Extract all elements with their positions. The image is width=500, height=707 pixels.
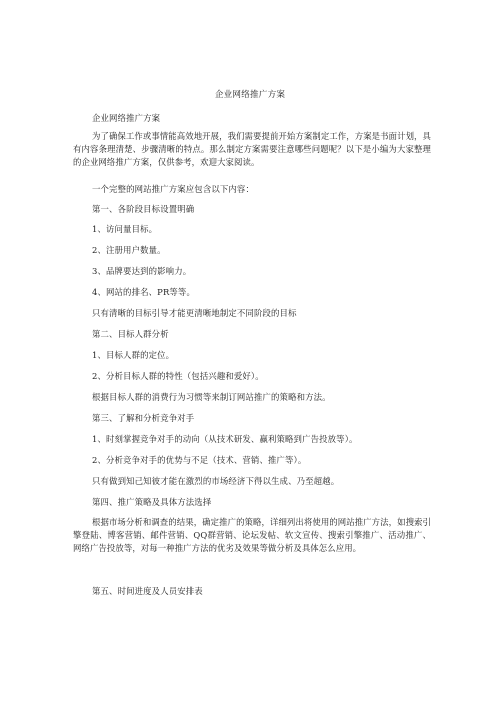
section3-note: 只有做到知己知彼才能在激烈的市场经济下得以生成、乃至超越。 [92, 476, 340, 486]
section5-heading: 第五、时间进度及人员安排表 [92, 586, 203, 596]
section3-item-2: 2、分析竞争对手的优势与不足（技术、营销、推广等）。 [92, 455, 307, 465]
section2-heading: 第二、目标人群分析 [92, 329, 169, 339]
section4-heading: 第四、推广策略及具体方法选择 [92, 497, 212, 507]
section3-heading: 第三、了解和分析竞争对手 [92, 413, 195, 423]
intro-paragraph: 为了确保工作或事情能高效地开展，我们需要提前开始方案制定工作，方案是书面计划，具有内容条理清楚、步骤清晰的特点。那么制定方案需要注意哪些问题呢？以下是小编为大家整理的企业网络推广方案，仅供参考，欢迎大家阅读。 [73, 131, 431, 168]
section3-item-1: 1、时刻掌握竞争对手的动向（从技术研发、赢利策略到广告投放等）。 [92, 434, 358, 444]
section1-item-2: 2、注册用户数量。 [92, 245, 166, 255]
section4-body: 根据市场分析和调查的结果，确定推广的策略，详细列出将使用的网站推广方法，如搜索引擎登陆、博客营销、邮件营销、QQ群营销、论坛发帖、软文宣传、搜索引擎推广、活动推广、网络广告投放等，对每一种推广方法的优劣及效果等做分析及具体怎么应用。 [73, 517, 431, 554]
section2-item-1: 1、目标人群的定位。 [92, 350, 175, 360]
section1-item-4: 4、网站的排名、PR等等。 [92, 287, 195, 297]
section2-note: 根据目标人群的消费行为习惯等来制订网站推广的策略和方法。 [92, 392, 331, 402]
section1-item-1: 1、访问量目标。 [92, 224, 158, 234]
section-subtitle: 企业网络推广方案 [92, 113, 161, 123]
lead-line: 一个完整的网站推广方案应包含以下内容： [92, 184, 254, 194]
section1-heading: 第一、各阶段目标设置明确 [92, 204, 195, 214]
document-title: 企业网络推广方案 [214, 90, 286, 100]
section1-item-3: 3、品牌要达到的影响力。 [92, 266, 192, 276]
section1-note: 只有清晰的目标引导才能更清晰地制定不同阶段的目标 [92, 308, 297, 318]
section2-item-2: 2、分析目标人群的特性（包括兴趣和爱好）。 [92, 371, 264, 381]
